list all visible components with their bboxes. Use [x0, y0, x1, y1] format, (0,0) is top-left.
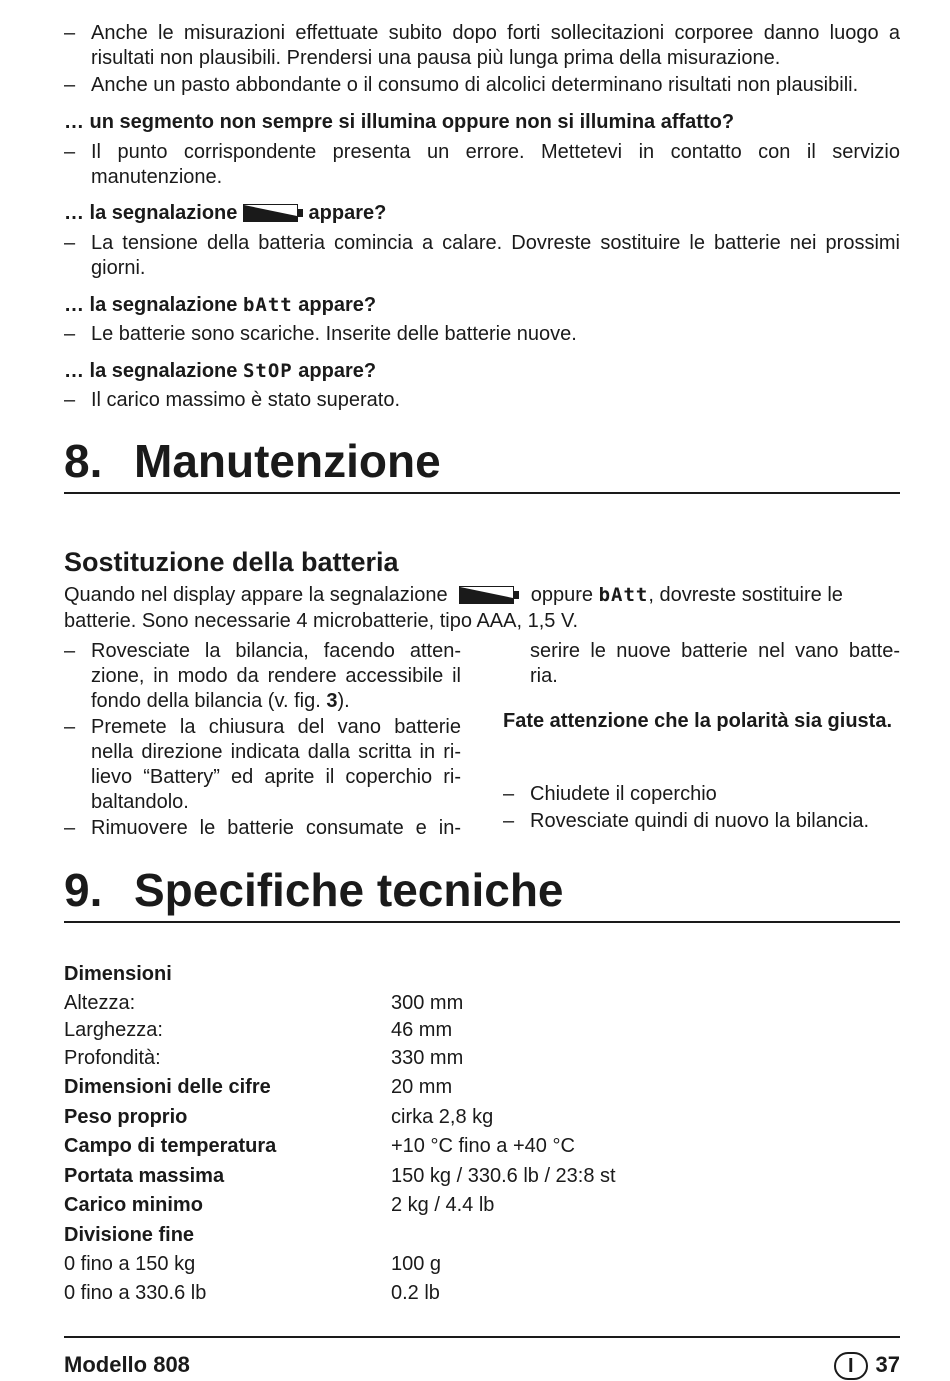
spec-row: [64, 1279, 900, 1308]
intro-line: Quando nel display appare la segnalazione oppure bAtt, dovreste sostituire le: [64, 584, 843, 606]
spec-label: Campo di temperatura: [64, 1135, 277, 1157]
spec-label: Altezza:: [64, 992, 136, 1014]
spec-value: 20 mm: [391, 1076, 453, 1098]
spec-row: [64, 960, 900, 989]
spec-row: [64, 1073, 900, 1102]
spec-row: [64, 1162, 900, 1191]
spec-label: Peso proprio: [64, 1106, 188, 1128]
spec-row: [64, 1016, 900, 1045]
spec-row: [64, 1221, 900, 1250]
spec-value: 100 g: [391, 1253, 442, 1275]
spec-label: 0 fino a 330.6 lb: [64, 1282, 207, 1304]
lcd-code-stop: StOP: [242, 360, 293, 382]
intro-line-2: batterie. Sono necessarie 4 microbatterie, tipo AAA, 1,5 V.: [64, 610, 579, 632]
polarity-warning: Fate attenzione che la polarità sia giusta.: [503, 710, 892, 732]
language-badge: I: [834, 1352, 868, 1380]
item-text: Anche le misurazioni effettuate subito dopo forti sollecitazioni corporee danno luogo a risultati non plausibili. Prendersi una pausa più lunga prima della misurazione.: [91, 22, 900, 69]
spec-label: Carico minimo: [64, 1194, 203, 1216]
spec-label: 0 fino a 150 kg: [64, 1253, 196, 1275]
section-heading-8: 8. Manutenzione: [64, 435, 441, 487]
spec-row: [64, 1132, 900, 1161]
question-heading: … la segnalazione bAtt appare?: [64, 294, 377, 316]
spec-label: Portata massima: [64, 1165, 225, 1187]
spec-row: [64, 1103, 900, 1132]
spec-value: 150 kg / 330.6 lb / 23:8 st: [391, 1165, 616, 1187]
spec-value: 300 mm: [391, 992, 464, 1014]
question-heading: … la segnalazione appare?: [64, 202, 387, 224]
section-divider: [64, 921, 900, 923]
answer-text: Le batterie sono scariche. Inserite delle batterie nuove.: [91, 323, 577, 345]
subsection-heading: Sostituzione della batteria: [64, 547, 399, 577]
spec-row: [64, 1250, 900, 1279]
spec-label: Larghezza:: [64, 1019, 163, 1041]
battery-low-icon: [459, 586, 519, 604]
model-name: Modello 808: [64, 1352, 190, 1377]
spec-value: cirka 2,8 kg: [391, 1106, 494, 1128]
spec-label: Dimensioni: [64, 963, 172, 985]
page-number: 37: [875, 1352, 900, 1377]
spec-label: Divisione fine: [64, 1224, 195, 1246]
section-divider: [64, 492, 900, 494]
question-heading: … un segmento non sempre si illumina oppure non si illumina affatto?: [64, 111, 735, 133]
spec-value: 330 mm: [391, 1047, 464, 1069]
spec-value: 0.2 lb: [391, 1282, 440, 1304]
item-text: Anche un pasto abbondante o il consumo di alcolici determinano risultati non plausibili.: [91, 74, 859, 96]
spec-row: [64, 989, 900, 1018]
section-heading-9: 9. Specifiche tecniche: [64, 864, 564, 916]
spec-value: +10 °C fino a +40 °C: [391, 1135, 575, 1157]
answer-text: Il carico massimo è stato superato.: [91, 389, 401, 411]
question-heading: … la segnalazione StOP appare?: [64, 360, 377, 382]
spec-value: 2 kg / 4.4 lb: [391, 1194, 495, 1216]
answer-text: La tensione della batteria comincia a calare. Dovreste sostituire le batterie nei prossimi giorni.: [91, 232, 900, 279]
spec-label: Profondità:: [64, 1047, 161, 1069]
spec-row: [64, 1044, 900, 1073]
spec-row: [64, 1191, 900, 1220]
page-footer: [64, 1352, 900, 1378]
lcd-code-batt: bAtt: [598, 584, 649, 606]
battery-low-icon: [243, 204, 303, 222]
spec-label: Dimensioni delle cifre: [64, 1076, 271, 1098]
answer-text: Il punto corrispondente presenta un errore. Mettetevi in contatto con il servizio manutenzione.: [91, 141, 900, 188]
lcd-code-batt: bAtt: [242, 294, 293, 316]
spec-value: 46 mm: [391, 1019, 453, 1041]
footer-divider: [64, 1336, 900, 1338]
